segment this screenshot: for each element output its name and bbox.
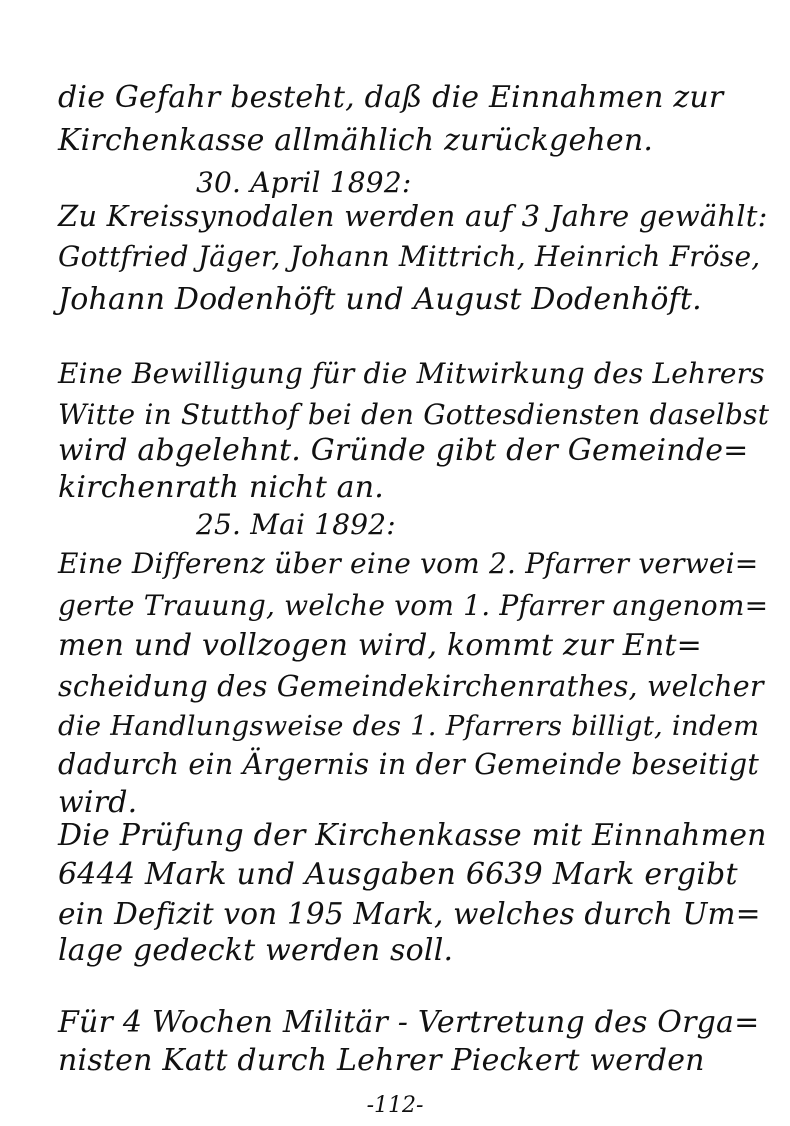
date-heading: 30. April 1892: (196, 166, 412, 199)
text-line: gerte Trauung, welche vom 1. Pfarrer angenom= (58, 589, 769, 622)
text-line: Gottfried Jäger, Johann Mittrich, Heinrich Fröse, (58, 240, 761, 273)
text-line: Für 4 Wochen Militär - Vertretung des Orga= (58, 1005, 760, 1040)
text-line: nisten Katt durch Lehrer Pieckert werden (58, 1043, 705, 1078)
text-line: men und vollzogen wird, kommt zur Ent= (58, 628, 702, 663)
date-heading: 25. Mai 1892: (196, 508, 396, 541)
text-line: ein Defizit von 195 Mark, welches durch Um= (58, 897, 761, 931)
text-line: Eine Differenz über eine vom 2. Pfarrer verwei= (58, 547, 759, 580)
text-line: wird. (58, 785, 138, 820)
text-line: 6444 Mark und Ausgaben 6639 Mark ergibt (58, 857, 738, 892)
text-line: Die Prüfung der Kirchenkasse mit Einnahmen (58, 818, 767, 853)
text-line: kirchenrath nicht an. (58, 470, 385, 505)
text-line: Witte in Stutthof bei den Gottesdiensten daselbst (58, 398, 770, 431)
text-line: Johann Dodenhöft und August Dodenhöft. (58, 282, 702, 317)
text-line: wird abgelehnt. Gründe gibt der Gemeinde= (58, 433, 749, 468)
text-line: dadurch ein Ärgernis in der Gemeinde beseitigt (58, 748, 759, 781)
text-line: die Gefahr besteht, daß die Einnahmen zur (58, 80, 724, 115)
text-line: scheidung des Gemeindekirchenrathes, welcher (58, 670, 764, 703)
text-line: Zu Kreissynodalen werden auf 3 Jahre gewählt: (58, 199, 768, 233)
page-number: -112- (366, 1093, 424, 1118)
text-line: lage gedeckt werden soll. (58, 933, 454, 968)
text-line: Kirchenkasse allmählich zurückgehen. (58, 123, 654, 158)
text-line: die Handlungsweise des 1. Pfarrers billigt, indem (58, 710, 760, 742)
text-line: Eine Bewilligung für die Mitwirkung des Lehrers (58, 357, 765, 390)
